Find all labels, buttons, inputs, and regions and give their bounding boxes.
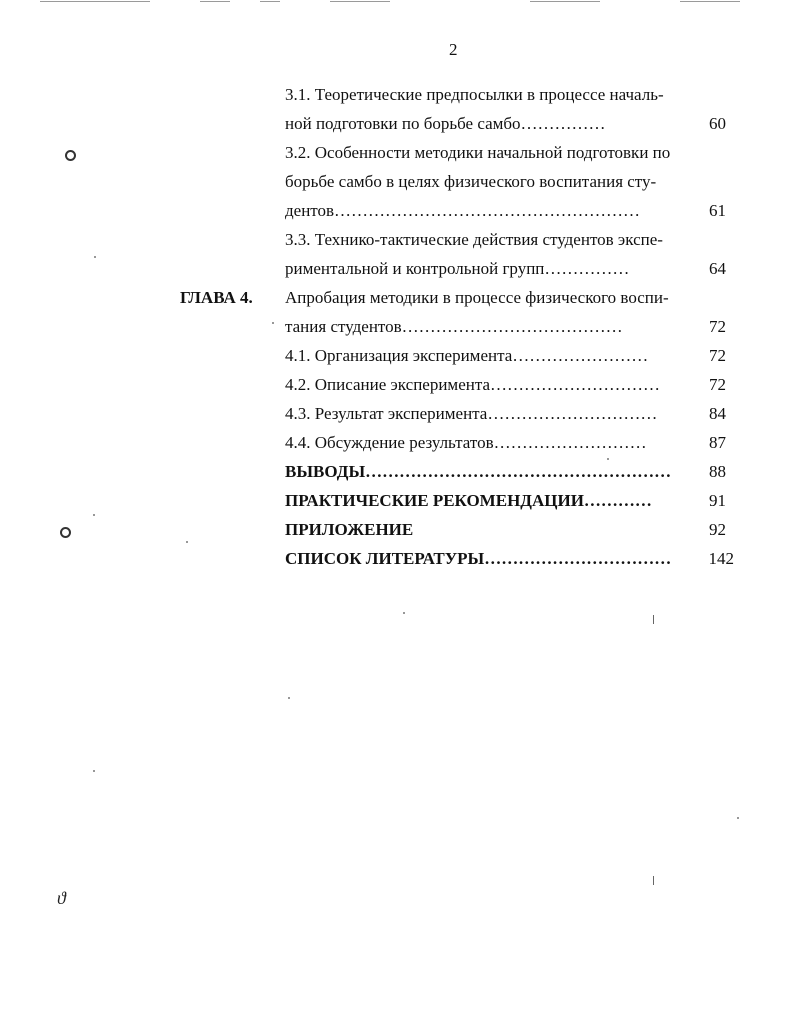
binder-hole-mark <box>65 150 76 161</box>
toc-page-number: 60 <box>709 114 726 133</box>
page-number: 2 <box>449 40 458 59</box>
scan-speck <box>186 541 188 543</box>
toc-section-heading: ПРИЛОЖЕНИЕ <box>285 520 414 539</box>
toc-line: борьбе самбо в целях физического воспитания сту- <box>285 172 657 191</box>
scan-speck <box>93 514 95 516</box>
toc-line: Апробация методики в процессе физического воспи- <box>285 288 669 307</box>
scan-edge-line <box>260 1 280 2</box>
toc-page-number: 72 <box>709 346 726 365</box>
toc-page-number: 87 <box>709 433 726 452</box>
toc-page-number: 142 <box>708 549 734 568</box>
toc-line: ной подготовки по борьбе самбо…………… <box>285 114 606 133</box>
scan-speck <box>94 256 96 258</box>
toc-line: 3.3. Технико-тактические действия студентов экспе- <box>285 230 663 249</box>
toc-page-number: 72 <box>709 375 726 394</box>
toc-line: 3.2. Особенности методики начальной подготовки по <box>285 143 671 162</box>
chapter-label: ГЛАВА 4. <box>180 288 253 307</box>
toc-line: 4.4. Обсуждение результатов……………………… <box>285 433 647 452</box>
scan-edge-line <box>40 1 150 2</box>
toc-line: 4.1. Организация эксперимента…………………… <box>285 346 649 365</box>
handwritten-mark: ϑ <box>57 888 66 908</box>
toc-page-number: 88 <box>709 462 726 481</box>
scan-edge-line <box>530 1 600 2</box>
toc-page-number: 92 <box>709 520 726 539</box>
scan-speck <box>93 770 95 772</box>
toc-section-heading: ВЫВОДЫ……………………………………………… <box>285 462 672 481</box>
scan-speck <box>737 817 739 819</box>
toc-section-heading: ПРАКТИЧЕСКИЕ РЕКОМЕНДАЦИИ………… <box>285 491 652 510</box>
scan-speck <box>288 697 290 699</box>
toc-line: риментальной и контрольной групп…………… <box>285 259 630 278</box>
scan-speck <box>607 458 609 460</box>
scan-tick <box>653 615 654 624</box>
toc-line: дентов……………………………………………… <box>285 201 641 220</box>
toc-page-number: 84 <box>709 404 726 423</box>
toc-line: 4.3. Результат эксперимента………………………… <box>285 404 658 423</box>
scan-tick <box>653 876 654 885</box>
toc-line: 4.2. Описание эксперимента………………………… <box>285 375 661 394</box>
toc-page-number: 64 <box>709 259 726 278</box>
toc-page-number: 61 <box>709 201 726 220</box>
toc-section-heading: СПИСОК ЛИТЕРАТУРЫ…………………………… <box>285 549 672 568</box>
scan-speck <box>272 322 274 324</box>
toc-page-number: 72 <box>709 317 726 336</box>
scan-edge-line <box>330 1 390 2</box>
toc-line: 3.1. Теоретические предпосылки в процессе началь- <box>285 85 664 104</box>
binder-hole-mark <box>60 527 71 538</box>
toc-line: тания студентов………………………………… <box>285 317 623 336</box>
scan-speck <box>403 612 405 614</box>
toc-page-number: 91 <box>709 491 726 510</box>
scan-edge-line <box>680 1 740 2</box>
scan-edge-line <box>200 1 230 2</box>
